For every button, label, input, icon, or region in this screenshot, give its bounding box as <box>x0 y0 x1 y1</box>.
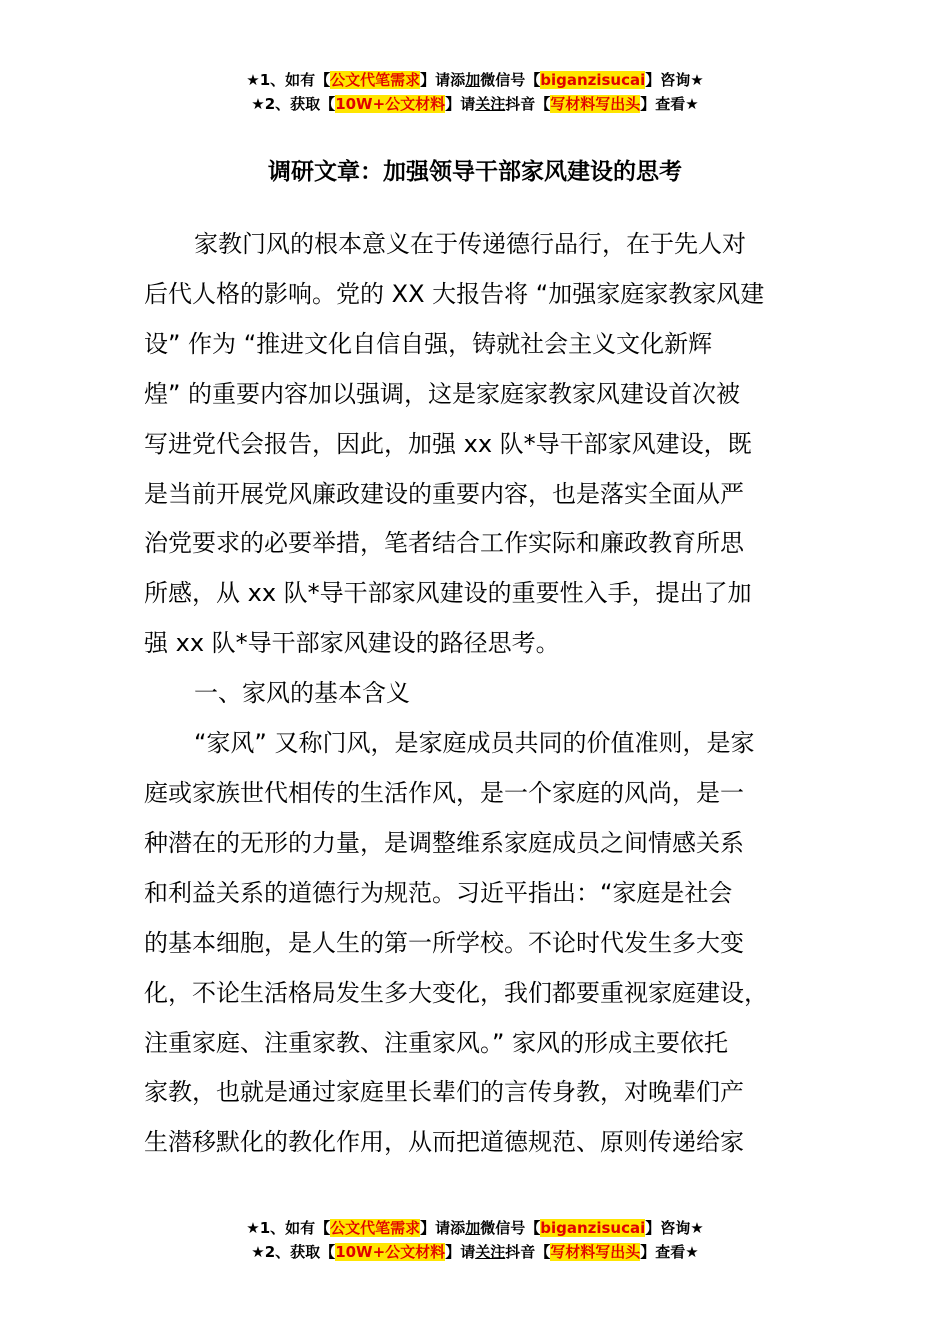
banner-line-2: ★2、获取【10W+公文材料】请关注抖音【写材料写出头】查看★ <box>251 95 699 113</box>
body-line: 家教门风的根本意义在于传递德行品行，在于先人对 <box>194 230 746 258</box>
body-line: 强 xx 队*导干部家风建设的路径思考。 <box>144 629 560 658</box>
body-line: 和利益关系的道德行为规范。习近平指出：“家庭是社会 <box>144 878 733 907</box>
body-line: 设” 作为 “推进文化自信自强，铸就社会主义文化新辉 <box>144 329 713 358</box>
body-line: 家教，也就是通过家庭里长辈们的言传身教，对晚辈们产 <box>144 1078 744 1107</box>
banner-line-2: ★2、获取【10W+公文材料】请关注抖音【写材料写出头】查看★ <box>251 1243 699 1261</box>
body-line: 庭或家族世代相传的生活作风，是一个家庭的风尚，是一 <box>144 778 744 807</box>
body-line: 的基本细胞，是人生的第一所学校。不论时代发生多大变 <box>144 928 744 957</box>
body-line: 是当前开展党风廉政建设的重要内容，也是落实全面从严 <box>144 479 744 508</box>
section-heading: 一、家风的基本含义 <box>194 679 410 708</box>
body-line: “家风” 又称门风，是家庭成员共同的价值准则，是家 <box>194 729 755 758</box>
banner-line-1: ★1、如有【公文代笔需求】请添加微信号【biganzisucai】咨询★ <box>246 71 704 89</box>
body-line: 所感，从 xx 队*导干部家风建设的重要性入手，提出了加 <box>144 579 752 608</box>
highlight-douyin: 写材料写出头 <box>550 95 641 113</box>
body-line: 写进党代会报告，因此，加强 xx 队*导干部家风建设，既 <box>144 429 752 458</box>
body-line: 治党要求的必要举措，笔者结合工作实际和廉政教育所思 <box>144 529 744 558</box>
document-body <box>144 220 809 1168</box>
body-line: 后代人格的影响。党的 XX 大报告将 “加强家庭家教家风建 <box>144 279 765 308</box>
body-line: 化，不论生活格局发生多大变化，我们都要重视家庭建设， <box>144 978 768 1007</box>
body-line: 生潜移默化的教化作用，从而把道德规范、原则传递给家 <box>144 1128 744 1157</box>
highlight-ghostwriting: 公文代笔需求 <box>330 71 421 89</box>
body-line: 注重家庭、注重家教、注重家风。” 家风的形成主要依托 <box>144 1028 729 1057</box>
highlight-wechat-id: biganzisucai <box>540 1219 646 1237</box>
banner-line-1: ★1、如有【公文代笔需求】请添加微信号【biganzisucai】咨询★ <box>246 1219 704 1237</box>
footer-banner <box>0 1216 950 1264</box>
document-title: 调研文章：加强领导干部家风建设的思考 <box>268 159 682 185</box>
highlight-wechat-id: biganzisucai <box>540 71 646 89</box>
highlight-douyin: 写材料写出头 <box>550 1243 641 1261</box>
highlight-ghostwriting: 公文代笔需求 <box>330 1219 421 1237</box>
header-banner <box>0 68 950 116</box>
highlight-materials: 10W+公文材料 <box>335 95 446 113</box>
body-line: 种潜在的无形的力量，是调整维系家庭成员之间情感关系 <box>144 828 744 857</box>
highlight-materials: 10W+公文材料 <box>335 1243 446 1261</box>
body-line: 煌” 的重要内容加以强调，这是家庭家教家风建设首次被 <box>144 379 741 408</box>
